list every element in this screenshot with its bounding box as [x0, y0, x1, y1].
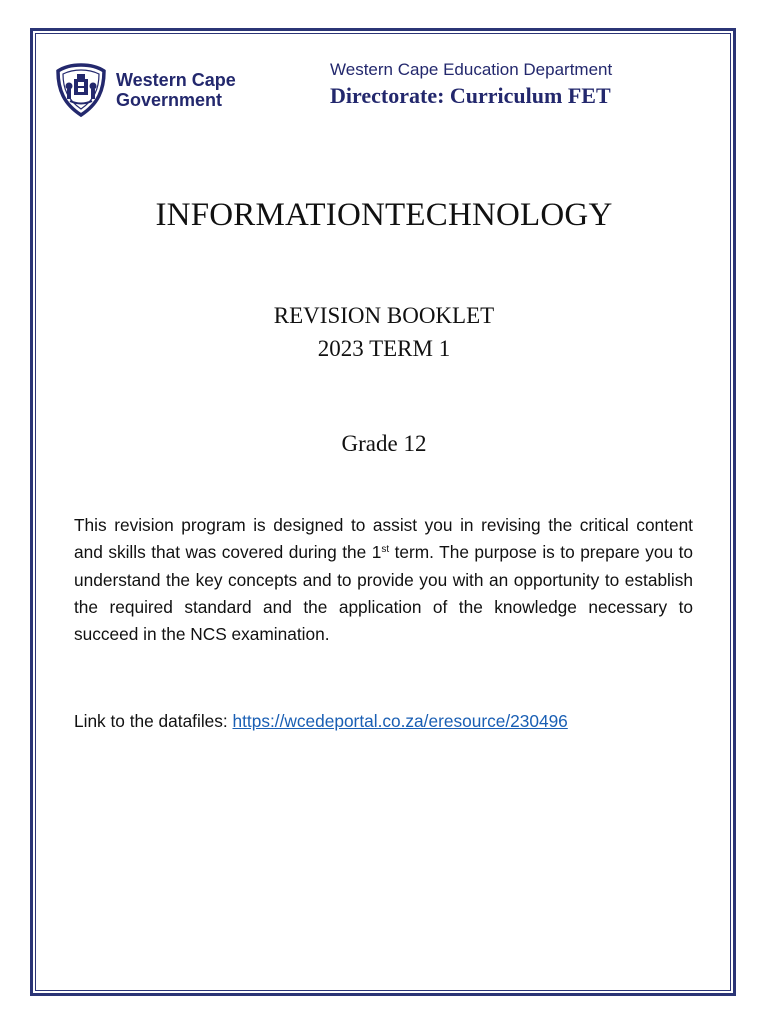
- coat-of-arms-icon: [52, 62, 110, 118]
- grade-label: Grade 12: [341, 431, 427, 456]
- logo-line-1: Western Cape: [116, 70, 236, 90]
- ordinal-superscript: st: [381, 544, 390, 556]
- term-subtitle: 2023 TERM 1: [317, 336, 451, 361]
- logo-line-2: Government: [116, 90, 223, 110]
- datafiles-link[interactable]: https://wcedeportal.co.za/eresource/230496: [232, 711, 568, 731]
- intro-text-part-2: term. The purpose is to prepare you to understand the key concepts and to provide you with an opportunity to establish the required standard and the application of the knowledge necessary to succeed in the NCS examination.: [74, 542, 693, 645]
- datafiles-link-line: [74, 711, 568, 732]
- intro-text-part-1: This revision program is designed to assist you in revising the critical content and skills that was covered during the 1: [74, 515, 693, 563]
- intro-paragraph: [74, 512, 693, 648]
- department-name: Western Cape Education Department: [330, 60, 613, 79]
- document-title: INFORMATIONTECHNOLOGY: [155, 197, 613, 233]
- western-cape-government-logo: [52, 62, 236, 118]
- datafiles-label: Link to the datafiles:: [74, 711, 233, 731]
- directorate-name: Directorate: Curriculum FET: [330, 83, 611, 108]
- booklet-subtitle: REVISION BOOKLET: [273, 303, 495, 328]
